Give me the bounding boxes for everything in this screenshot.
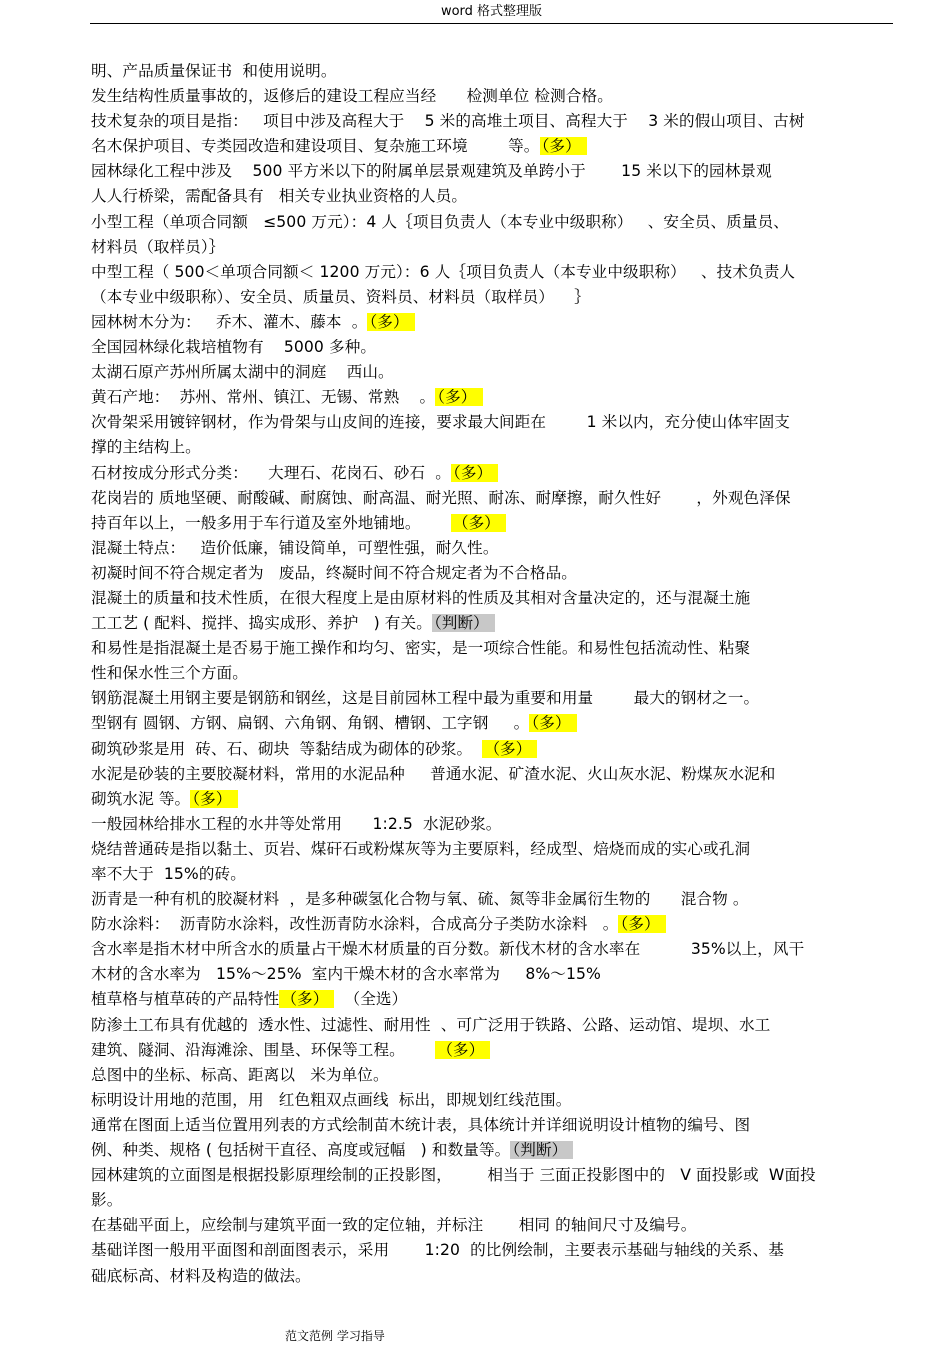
text-line [91, 987, 891, 1012]
line-text: 烧结普通砖是指以黏土、页岩、煤矸石或粉煤灰等为主要原料，经成型、焙烧而成的实心或孔洞 [91, 839, 751, 858]
line-text: 建筑、隧洞、沿海滩涂、围垦、环保等工程。 [91, 1040, 436, 1059]
line-text: 防渗土工布具有优越的 透水性、过滤性、耐用性 、可广泛用于铁路、公路、运动馆、堤坝、水工 [91, 1015, 771, 1034]
text-line [91, 1264, 891, 1289]
multi-choice-tag: （多） [435, 1041, 490, 1059]
multi-choice-tag: （多） [482, 740, 537, 758]
text-line [91, 636, 891, 661]
line-text: （本专业中级职称）、安全员、质量员、资料员、材料员（取样员） ｝ [91, 287, 590, 306]
text-line [91, 260, 891, 285]
text-line [91, 385, 891, 410]
multi-choice-tag: （多） [435, 388, 482, 406]
line-suffix: （全选） [334, 990, 408, 1009]
text-line [91, 1013, 891, 1038]
line-text: 砌筑水泥 等。 [91, 789, 191, 808]
page-footer: 范文范例 学习指导 [285, 1329, 385, 1343]
text-line [91, 511, 891, 536]
text-line [91, 360, 891, 385]
line-text: 含水率是指木材中所含水的质量占干燥木材质量的百分数。新伐木材的含水率在 35%以上，风干 [91, 940, 805, 959]
text-line [91, 310, 891, 335]
text-line [91, 787, 891, 812]
text-line [91, 210, 891, 235]
text-line [91, 134, 891, 159]
text-line [91, 410, 891, 435]
text-line [91, 1063, 891, 1088]
text-line [91, 962, 891, 987]
text-line [91, 1238, 891, 1263]
line-text: 混凝土的质量和技术性质，在很大程度上是由原材料的性质及其相对含量决定的，还与混凝土施 [91, 588, 751, 607]
line-text: 明、产品质量保证书 和使用说明。 [91, 62, 337, 80]
line-text: 例、种类、规格 ( 包括树干直径、高度或冠幅 ) 和数量等。 [91, 1141, 511, 1160]
line-text: 在基础平面上，应绘制与建筑平面一致的定位轴，并标注 相同 的轴间尺寸及编号。 [91, 1216, 697, 1235]
multi-choice-tag: （多） [540, 137, 587, 155]
text-line [91, 435, 891, 460]
line-text: 植草格与植草砖的产品特性 [91, 990, 280, 1009]
line-text: 混凝土特点： 造价低廉，铺设简单，可塑性强，耐久性。 [91, 538, 499, 557]
text-line [91, 235, 891, 260]
multi-choice-tag: （多） [529, 714, 576, 732]
text-line [91, 1213, 891, 1238]
text-line [91, 184, 891, 209]
line-text: 水泥是砂装的主要胶凝材料，常用的水泥品种 普通水泥、矿渣水泥、火山灰水泥、粉煤灰水泥和 [91, 764, 776, 783]
text-line [91, 887, 891, 912]
text-line [91, 1188, 891, 1213]
line-text: 沥青是一种有机的胶凝材料 ，是多种碳氢化合物与氧、硫、氮等非金属衍生物的 混合物 。 [91, 890, 749, 909]
line-text: 初凝时间不符合规定者为 废品，终凝时间不符合规定者为不合格品。 [91, 563, 577, 582]
text-line [91, 586, 891, 611]
line-text: 黄石产地： 苏州、常州、镇江、无锡、常熟 。 [91, 388, 436, 407]
line-text: 持百年以上，一般多用于车行道及室外地铺地。 [91, 513, 451, 532]
judge-tag: （判断） [432, 614, 495, 632]
text-line [91, 461, 891, 486]
text-line [91, 335, 891, 360]
text-line [91, 686, 891, 711]
line-text: 技术复杂的项目是指： 项目中涉及高程大于 5 米的高堆土项目、高程大于 3 米的假山项目、古树 [91, 112, 805, 131]
text-line [91, 1088, 891, 1113]
text-line [91, 1138, 891, 1163]
text-line [91, 762, 891, 787]
line-text: 人人行桥梁，需配备具有 相关专业执业资格的人员。 [91, 187, 468, 206]
line-text: 基础详图一般用平面图和剖面图表示，采用 1:20 的比例绘制，主要表示基础与轴线的关系、基 [91, 1241, 784, 1260]
line-text: 性和保水性三个方面。 [91, 664, 248, 683]
judge-tag: （判断） [510, 1141, 573, 1159]
line-text: 撑的主结构上。 [91, 438, 201, 457]
line-text: 础底标高、材料及构造的做法。 [91, 1266, 311, 1285]
multi-choice-tag: （多） [618, 915, 665, 933]
line-text: 小型工程（单项合同额 ≤500 万元）：4 人｛项目负责人（本专业中级职称） 、安全员、质量员、 [91, 212, 789, 231]
text-line [91, 1163, 891, 1188]
line-text: 园林建筑的立面图是根据投影原理绘制的正投影图， 相当于 三面正投影图中的 V 面投影或 W面投 [91, 1166, 816, 1185]
text-line [91, 711, 891, 736]
text-line [91, 109, 891, 134]
line-text: 名木保护项目、专类园改造和建设项目、复杂施工环境 等。 [91, 137, 540, 156]
line-text: 钢筋混凝土用钢主要是钢筋和钢丝，这是目前园林工程中最为重要和用量 最大的钢材之一。 [91, 689, 760, 708]
text-line [91, 937, 891, 962]
text-line [91, 837, 891, 862]
line-text: 率不大于 15%的砖。 [91, 865, 246, 883]
document-body [91, 59, 891, 1289]
text-line [91, 1038, 891, 1063]
header-divider [90, 23, 893, 24]
multi-choice-tag: （多） [451, 464, 498, 482]
line-text: 全国园林绿化栽培植物有 5000 多种。 [91, 338, 377, 357]
line-text: 通常在图面上适当位置用列表的方式绘制苗木统计表，具体统计并详细说明设计植物的编号、图 [91, 1115, 751, 1134]
line-text: 材料员（取样员）｝ [91, 237, 225, 256]
text-line [91, 561, 891, 586]
multi-choice-tag: （多） [367, 313, 414, 331]
text-line [91, 611, 891, 636]
line-text: 一般园林给排水工程的水井等处常用 1:2.5 水泥砂浆。 [91, 814, 502, 833]
line-text: 石材按成分形式分类： 大理石、花岗石、砂石 。 [91, 463, 451, 482]
line-text: 太湖石原产苏州所属太湖中的洞庭 西山。 [91, 363, 394, 382]
multi-choice-tag: （多） [190, 790, 237, 808]
text-line [91, 536, 891, 561]
line-text: 园林树木分为： 乔木、灌木、藤本 。 [91, 312, 368, 331]
text-line [91, 737, 891, 762]
text-line [91, 812, 891, 837]
line-text: 砌筑砂浆是用 砖、石、砌块 等黏结成为砌体的砂浆。 [91, 739, 483, 758]
line-text: 园林绿化工程中涉及 500 平方米以下的附属单层景观建筑及单跨小于 15 米以下的园林景观 [91, 162, 772, 181]
text-line [91, 84, 891, 109]
line-text: 花岗岩的 质地坚硬、耐酸碱、耐腐蚀、耐高温、耐光照、耐冻、耐摩擦，耐久性好 ，外观色泽保 [91, 488, 791, 507]
line-text: 工工艺 ( 配料、搅拌、捣实成形、养护 ) 有关。 [91, 614, 432, 633]
line-text: 总图中的坐标、标高、距离以 米为单位。 [91, 1065, 389, 1084]
text-line [91, 862, 891, 887]
line-text: 中型工程（ 500＜单项合同额＜ 1200 万元）：6 人｛项目负责人（本专业中级职称） 、技术负责人 [91, 262, 796, 281]
text-line [91, 912, 891, 937]
text-line [91, 1113, 891, 1138]
text-line [91, 59, 891, 84]
line-text: 标明设计用地的范围，用 红色粗双点画线 标出，即规划红线范围。 [91, 1090, 572, 1109]
multi-choice-tag: （多） [279, 990, 334, 1008]
line-text: 影。 [91, 1191, 123, 1210]
multi-choice-tag: （多） [451, 514, 506, 532]
line-text: 木材的含水率为 15%～25% 室内干燥木材的含水率常为 8%～15% [91, 965, 601, 984]
page-header-title: word 格式整理版 [440, 4, 543, 19]
line-text: 防水涂料： 沥青防水涂料，改性沥青防水涂料，合成高分子类防水涂料 。 [91, 915, 619, 934]
line-text: 型钢有 圆钢、方钢、扁钢、六角钢、角钢、槽钢、工字钢 。 [91, 714, 530, 733]
line-text: 次骨架采用镀锌钢材，作为骨架与山皮间的连接，要求最大间距在 1 米以内，充分使山体牢固支 [91, 413, 790, 432]
text-line [91, 285, 891, 310]
text-line [91, 159, 891, 184]
text-line [91, 661, 891, 686]
text-line [91, 486, 891, 511]
line-text: 发生结构性质量事故的，返修后的建设工程应当经 检测单位 检测合格。 [91, 87, 613, 106]
line-text: 和易性是指混凝土是否易于施工操作和均匀、密实，是一项综合性能。和易性包括流动性、粘聚 [91, 639, 751, 658]
